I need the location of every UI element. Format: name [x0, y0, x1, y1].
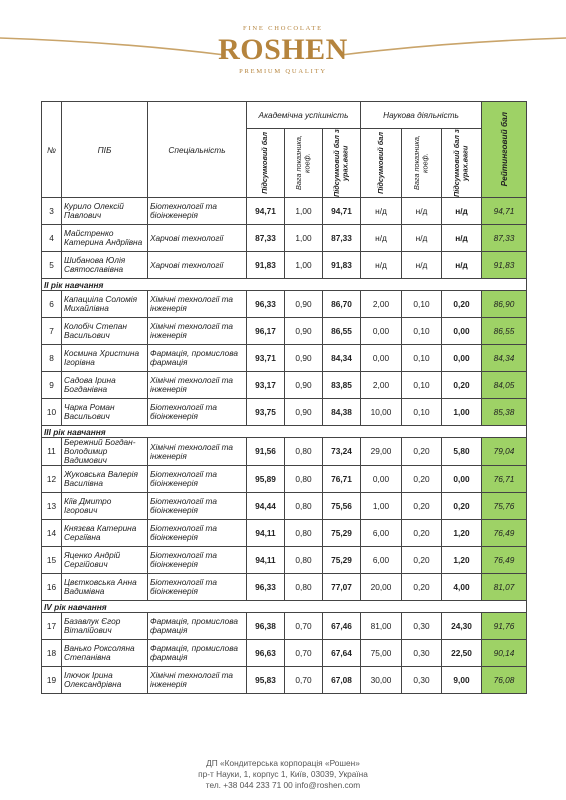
cell-no: 9 — [42, 372, 62, 399]
cell-science-weighted: 1,00 — [442, 399, 482, 426]
cell-science-weight: 0,20 — [402, 493, 442, 520]
brand-name: ROSHEN — [218, 33, 348, 66]
cell-academic-weight: 0,70 — [285, 613, 323, 640]
cell-name: Капациіла Соломія Михайлівна — [62, 291, 148, 318]
cell-academic-score: 87,33 — [247, 225, 285, 252]
cell-specialty: Хімічні технології та інженерія — [148, 438, 247, 466]
cell-academic-weight: 0,90 — [285, 345, 323, 372]
cell-academic-weight: 1,00 — [285, 225, 323, 252]
cell-academic-weighted: 76,71 — [323, 466, 361, 493]
cell-science-weight: 0,20 — [402, 574, 442, 601]
cell-academic-weight: 0,80 — [285, 438, 323, 466]
footer-address: пр-т Науки, 1, корпус 1, Київ, 03039, Україна — [198, 769, 368, 779]
cell-academic-weight: 0,90 — [285, 318, 323, 345]
cell-science-weight: 0,10 — [402, 318, 442, 345]
cell-science-weight: н/д — [402, 225, 442, 252]
cell-academic-score: 94,71 — [247, 198, 285, 225]
cell-academic-weighted: 94,71 — [323, 198, 361, 225]
cell-science-weight: 0,10 — [402, 345, 442, 372]
cell-academic-weighted: 87,33 — [323, 225, 361, 252]
cell-rating: 85,38 — [482, 399, 527, 426]
cell-academic-score: 96,63 — [247, 640, 285, 667]
cell-science-score: 0,00 — [361, 466, 402, 493]
cell-academic-weighted: 67,64 — [323, 640, 361, 667]
cell-specialty: Біотехнології та біоінженерія — [148, 547, 247, 574]
cell-science-score: 20,00 — [361, 574, 402, 601]
cell-specialty: Фармація, промислова фармація — [148, 613, 247, 640]
cell-science-weighted: 1,20 — [442, 520, 482, 547]
cell-academic-weighted: 67,08 — [323, 667, 361, 694]
cell-academic-score: 91,56 — [247, 438, 285, 466]
cell-science-score: 1,00 — [361, 493, 402, 520]
cell-name: Жуковська Валерія Василівна — [62, 466, 148, 493]
cell-name: Яценко Андрій Сергійович — [62, 547, 148, 574]
cell-science-score: 81,00 — [361, 613, 402, 640]
cell-science-weighted: 24,30 — [442, 613, 482, 640]
cell-academic-weighted: 67,46 — [323, 613, 361, 640]
cell-specialty: Фармація, промислова фармація — [148, 345, 247, 372]
cell-no: 16 — [42, 574, 62, 601]
cell-science-weight: 0,30 — [402, 640, 442, 667]
cell-rating: 90,14 — [482, 640, 527, 667]
cell-name: Базавлук Єгор Віталійович — [62, 613, 148, 640]
cell-science-weighted: 0,00 — [442, 318, 482, 345]
table-row — [42, 198, 527, 225]
footer-company: ДП «Кондитерська корпорація «Рошен» — [206, 758, 360, 768]
cell-name: Космина Христина Ігорівна — [62, 345, 148, 372]
cell-academic-weight: 0,70 — [285, 640, 323, 667]
cell-academic-weighted: 75,56 — [323, 493, 361, 520]
table-row — [42, 520, 527, 547]
cell-no: 15 — [42, 547, 62, 574]
cell-specialty: Хімічні технології та інженерія — [148, 291, 247, 318]
cell-name: Ілючок Ірина Олександрівна — [62, 667, 148, 694]
cell-science-weight: 0,10 — [402, 399, 442, 426]
header-no: № — [42, 102, 62, 198]
cell-science-score: 0,00 — [361, 318, 402, 345]
cell-science-weight: 0,30 — [402, 667, 442, 694]
table-row — [42, 493, 527, 520]
cell-academic-weight: 0,80 — [285, 466, 323, 493]
header-academic-weighted: Підсумковий бал з урах.ваги — [323, 129, 361, 198]
table-row — [42, 345, 527, 372]
cell-specialty: Біотехнології та біоінженерія — [148, 493, 247, 520]
cell-science-weighted: 22,50 — [442, 640, 482, 667]
cell-rating: 91,76 — [482, 613, 527, 640]
table-row — [42, 225, 527, 252]
table-row — [42, 252, 527, 279]
cell-specialty: Біотехнології та біоінженерія — [148, 574, 247, 601]
cell-science-weighted: 1,20 — [442, 547, 482, 574]
cell-rating: 75,76 — [482, 493, 527, 520]
cell-academic-weight: 1,00 — [285, 198, 323, 225]
cell-academic-score: 94,44 — [247, 493, 285, 520]
cell-science-score: 0,00 — [361, 345, 402, 372]
cell-academic-score: 96,17 — [247, 318, 285, 345]
cell-science-weighted: 0,00 — [442, 345, 482, 372]
cell-academic-weighted: 84,34 — [323, 345, 361, 372]
cell-rating: 87,33 — [482, 225, 527, 252]
cell-science-weight: 0,20 — [402, 547, 442, 574]
cell-specialty: Харчові технології — [148, 252, 247, 279]
header-rating: Рейтинговий бал — [482, 102, 527, 198]
cell-rating: 94,71 — [482, 198, 527, 225]
cell-no: 12 — [42, 466, 62, 493]
cell-academic-score: 93,71 — [247, 345, 285, 372]
cell-academic-weight: 0,80 — [285, 493, 323, 520]
ratings-table — [41, 101, 527, 694]
cell-academic-weight: 0,80 — [285, 520, 323, 547]
cell-name: Шибанова Юлія Святославівна — [62, 252, 148, 279]
cell-academic-weighted: 75,29 — [323, 547, 361, 574]
cell-science-score: 2,00 — [361, 291, 402, 318]
table-row — [42, 291, 527, 318]
cell-academic-weight: 0,80 — [285, 547, 323, 574]
cell-science-weight: н/д — [402, 198, 442, 225]
cell-name: Бережний Богдан-Володимир Вадимович — [62, 438, 148, 466]
year-group-row — [42, 426, 527, 438]
cell-rating: 84,34 — [482, 345, 527, 372]
header-science: Наукова діяльність — [361, 102, 482, 129]
cell-science-weighted: 0,20 — [442, 372, 482, 399]
cell-no: 8 — [42, 345, 62, 372]
cell-no: 18 — [42, 640, 62, 667]
header-science-weight: Вага показника, коеф. — [402, 129, 442, 198]
cell-rating: 84,05 — [482, 372, 527, 399]
cell-rating: 76,08 — [482, 667, 527, 694]
table-row — [42, 574, 527, 601]
cell-science-score: 2,00 — [361, 372, 402, 399]
header-specialty: Спеціальність — [148, 102, 247, 198]
cell-specialty: Хімічні технології та інженерія — [148, 667, 247, 694]
cell-academic-weight: 0,70 — [285, 667, 323, 694]
year-group-row — [42, 279, 527, 291]
header-name: ПІБ — [62, 102, 148, 198]
cell-academic-weighted: 75,29 — [323, 520, 361, 547]
cell-specialty: Біотехнології та біоінженерія — [148, 399, 247, 426]
cell-science-weighted: 5,80 — [442, 438, 482, 466]
table-row — [42, 372, 527, 399]
cell-specialty: Біотехнології та біоінженерія — [148, 198, 247, 225]
cell-rating: 81,07 — [482, 574, 527, 601]
cell-specialty: Хімічні технології та інженерія — [148, 318, 247, 345]
cell-academic-weighted: 73,24 — [323, 438, 361, 466]
cell-name: Кіїв Дмитро Ігорович — [62, 493, 148, 520]
cell-no: 3 — [42, 198, 62, 225]
cell-no: 10 — [42, 399, 62, 426]
cell-science-weighted: 4,00 — [442, 574, 482, 601]
table-row — [42, 547, 527, 574]
cell-no: 13 — [42, 493, 62, 520]
cell-specialty: Хімічні технології та інженерія — [148, 372, 247, 399]
cell-specialty: Харчові технології — [148, 225, 247, 252]
cell-no: 4 — [42, 225, 62, 252]
cell-science-weight: 0,30 — [402, 613, 442, 640]
cell-science-weight: 0,20 — [402, 466, 442, 493]
cell-academic-weight: 0,90 — [285, 291, 323, 318]
cell-science-score: 6,00 — [361, 520, 402, 547]
cell-academic-score: 95,89 — [247, 466, 285, 493]
cell-science-weighted: н/д — [442, 198, 482, 225]
table-row — [42, 667, 527, 694]
cell-no: 5 — [42, 252, 62, 279]
cell-academic-score: 91,83 — [247, 252, 285, 279]
year-group-row — [42, 601, 527, 613]
cell-academic-score: 96,33 — [247, 574, 285, 601]
cell-no: 7 — [42, 318, 62, 345]
cell-academic-score: 95,83 — [247, 667, 285, 694]
header-academic-weight: Вага показника, коеф. — [285, 129, 323, 198]
cell-academic-weighted: 86,70 — [323, 291, 361, 318]
cell-academic-weight: 0,90 — [285, 372, 323, 399]
year-group-label: III рік навчання — [42, 426, 527, 438]
cell-science-score: н/д — [361, 252, 402, 279]
table-row — [42, 399, 527, 426]
cell-science-score: 6,00 — [361, 547, 402, 574]
cell-science-score: н/д — [361, 198, 402, 225]
cell-name: Садова Ірина Богданівна — [62, 372, 148, 399]
header-science-weighted: Підсумковий бал з урах.ваги — [442, 129, 482, 198]
cell-science-weighted: 0,20 — [442, 493, 482, 520]
roshen-logo — [0, 0, 566, 90]
cell-science-score: н/д — [361, 225, 402, 252]
cell-science-weight: 0,10 — [402, 372, 442, 399]
cell-science-weighted: 0,20 — [442, 291, 482, 318]
cell-specialty: Фармація, промислова фармація — [148, 640, 247, 667]
cell-science-score: 30,00 — [361, 667, 402, 694]
footer-contacts: тел. +38 044 233 71 00 info@roshen.com — [205, 780, 361, 790]
cell-science-weight: 0,10 — [402, 291, 442, 318]
header-science-score: Підсумковий бал — [361, 129, 402, 198]
cell-academic-weighted: 86,55 — [323, 318, 361, 345]
cell-academic-score: 96,33 — [247, 291, 285, 318]
year-group-label: IV рік навчання — [42, 601, 527, 613]
cell-name: Чарка Роман Васильович — [62, 399, 148, 426]
cell-science-score: 29,00 — [361, 438, 402, 466]
cell-name: Колобіч Степан Васильович — [62, 318, 148, 345]
cell-science-weighted: н/д — [442, 252, 482, 279]
cell-rating: 76,49 — [482, 547, 527, 574]
header-academic-score: Підсумковий бал — [247, 129, 285, 198]
cell-academic-score: 93,17 — [247, 372, 285, 399]
cell-rating: 76,71 — [482, 466, 527, 493]
cell-science-weighted: 9,00 — [442, 667, 482, 694]
cell-academic-weighted: 91,83 — [323, 252, 361, 279]
cell-rating: 76,49 — [482, 520, 527, 547]
cell-science-score: 10,00 — [361, 399, 402, 426]
cell-academic-weighted: 84,38 — [323, 399, 361, 426]
cell-academic-score: 93,75 — [247, 399, 285, 426]
cell-science-weight: н/д — [402, 252, 442, 279]
year-group-label: II рік навчання — [42, 279, 527, 291]
cell-no: 11 — [42, 438, 62, 466]
cell-specialty: Біотехнології та біоінженерія — [148, 520, 247, 547]
cell-rating: 86,90 — [482, 291, 527, 318]
cell-rating: 79,04 — [482, 438, 527, 466]
cell-name: Ванько Роксоляна Степанівна — [62, 640, 148, 667]
table-row — [42, 318, 527, 345]
brand-tagline-top: FINE CHOCOLATE — [243, 25, 323, 32]
table-row — [42, 438, 527, 466]
cell-science-weight: 0,20 — [402, 438, 442, 466]
cell-no: 17 — [42, 613, 62, 640]
cell-academic-weight: 0,90 — [285, 399, 323, 426]
cell-academic-score: 96,38 — [247, 613, 285, 640]
cell-no: 19 — [42, 667, 62, 694]
table-row — [42, 613, 527, 640]
cell-science-weighted: н/д — [442, 225, 482, 252]
cell-academic-weighted: 83,85 — [323, 372, 361, 399]
cell-academic-weight: 0,80 — [285, 574, 323, 601]
cell-science-score: 75,00 — [361, 640, 402, 667]
cell-no: 14 — [42, 520, 62, 547]
cell-science-weighted: 0,00 — [442, 466, 482, 493]
cell-specialty: Біотехнології та біоінженерія — [148, 466, 247, 493]
cell-rating: 91,83 — [482, 252, 527, 279]
table-row — [42, 640, 527, 667]
brand-tagline-bottom: PREMIUM QUALITY — [239, 68, 327, 75]
cell-rating: 86,55 — [482, 318, 527, 345]
cell-science-weight: 0,20 — [402, 520, 442, 547]
header-academic: Академічна успішність — [247, 102, 361, 129]
cell-name: Курило Олексій Павлович — [62, 198, 148, 225]
table-row — [42, 466, 527, 493]
cell-name: Князєва Катерина Сергіївна — [62, 520, 148, 547]
cell-academic-score: 94,11 — [247, 547, 285, 574]
cell-academic-weighted: 77,07 — [323, 574, 361, 601]
cell-name: Цвєтковська Анна Вадимівна — [62, 574, 148, 601]
cell-academic-weight: 1,00 — [285, 252, 323, 279]
cell-no: 6 — [42, 291, 62, 318]
cell-name: Майстренко Катерина Андріївна — [62, 225, 148, 252]
cell-academic-score: 94,11 — [247, 520, 285, 547]
